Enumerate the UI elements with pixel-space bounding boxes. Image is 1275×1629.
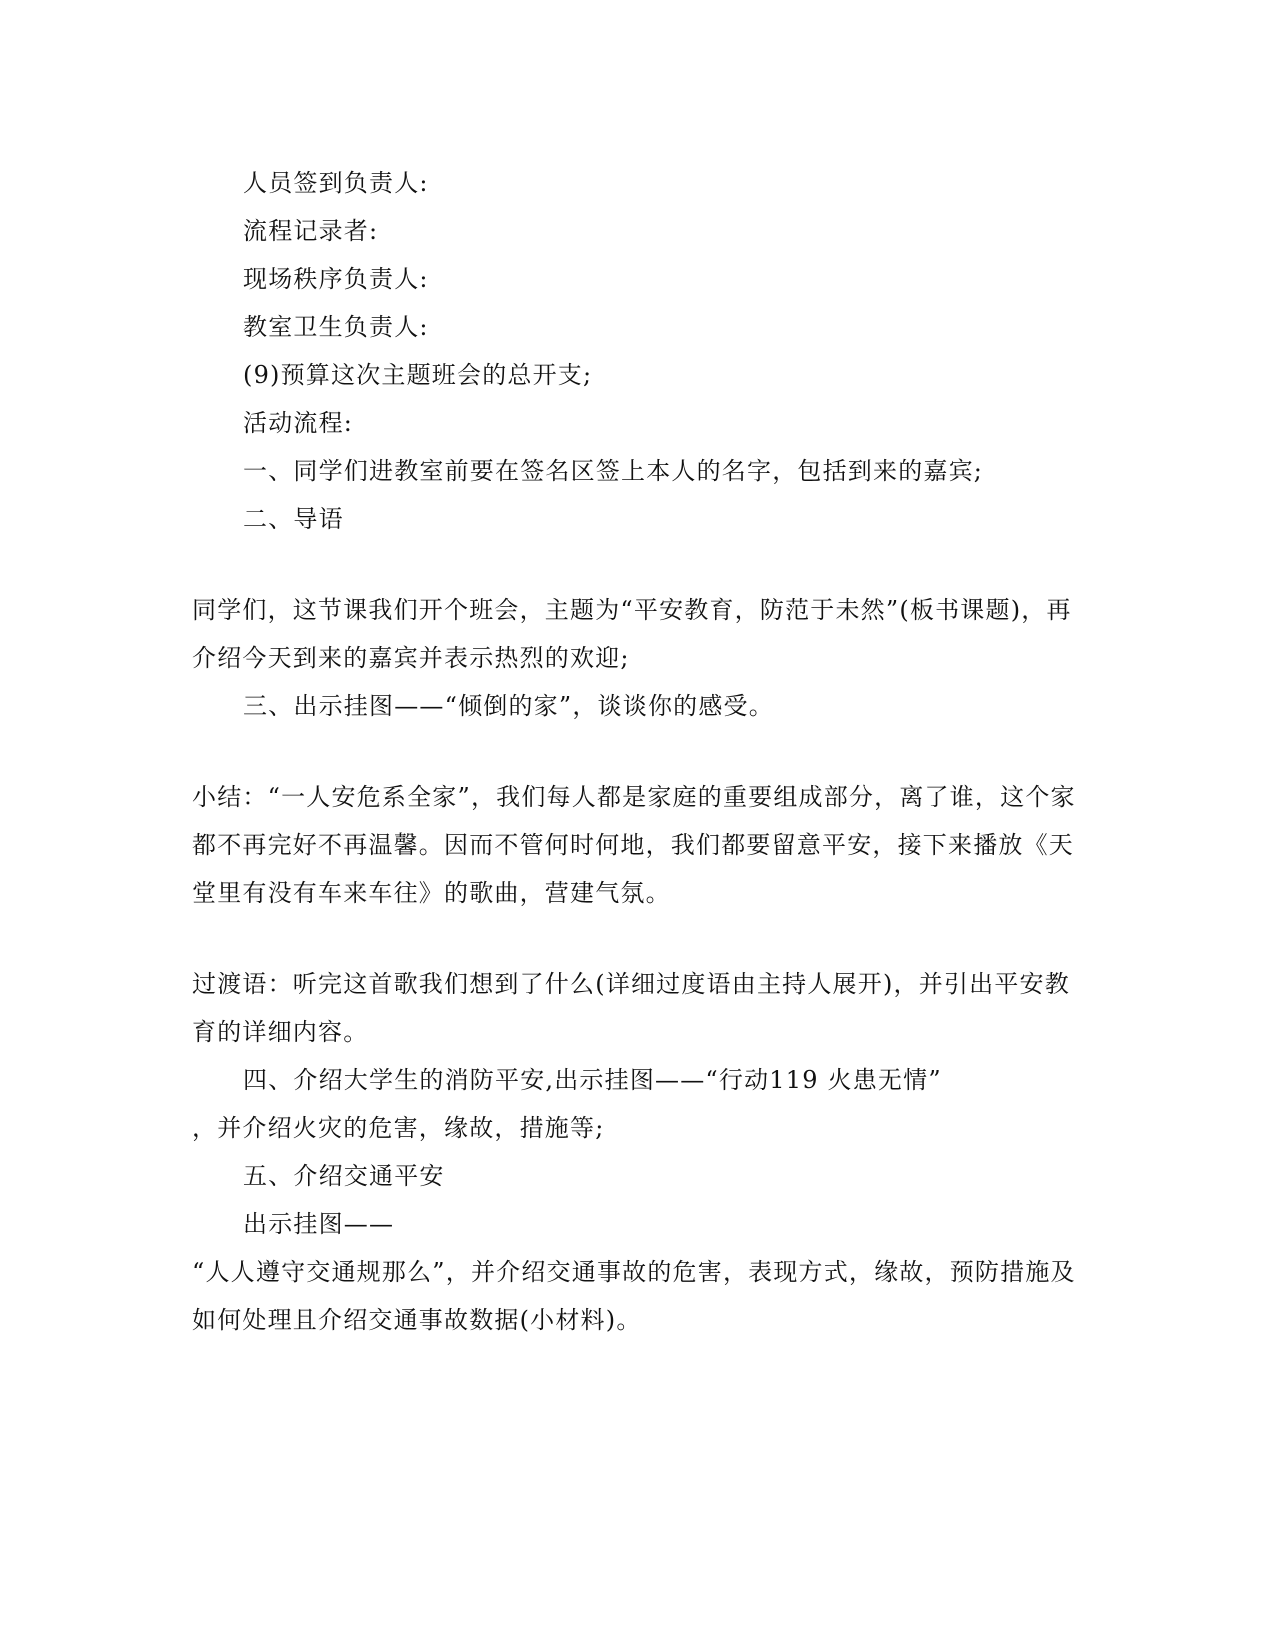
summary-line-3: 堂里有没有车来车往》的歌曲，营建气氛。 bbox=[192, 879, 671, 907]
transition-line-2: 育的详细内容。 bbox=[192, 1018, 369, 1046]
traffic-line-1: “人人遵守交通规那么”，并介绍交通事故的危害，表现方式，缘故，预防措施及 bbox=[192, 1258, 1076, 1286]
traffic-line-2: 如何处理且介绍交通事故数据(小材料)。 bbox=[192, 1306, 642, 1334]
activity-process-heading: 活动流程: bbox=[243, 409, 354, 437]
process-recorder-line: 流程记录者: bbox=[243, 217, 379, 245]
summary-line-2: 都不再完好不再温馨。因而不管何时何地，我们都要留意平安，接下来播放《天 bbox=[192, 831, 1074, 859]
step-two-heading: 二、导语 bbox=[243, 505, 344, 533]
step-five-heading: 五、介绍交通平安 bbox=[243, 1162, 445, 1190]
step-one-line: 一、同学们进教室前要在签名区签上本人的名字，包括到来的嘉宾; bbox=[243, 457, 984, 485]
order-person-line: 现场秩序负责人: bbox=[243, 265, 429, 293]
hygiene-person-line: 教室卫生负责人: bbox=[243, 313, 429, 341]
step-four-continuation: ，并介绍火灾的危害，缘故，措施等; bbox=[192, 1114, 605, 1142]
intro-paragraph-line-2: 介绍今天到来的嘉宾并表示热烈的欢迎; bbox=[192, 644, 630, 672]
transition-line-1: 过渡语：听完这首歌我们想到了什么(详细过度语由主持人展开)，并引出平安教 bbox=[192, 970, 1070, 998]
show-chart-line: 出示挂图—— bbox=[243, 1210, 395, 1238]
intro-paragraph-line-1: 同学们，这节课我们开个班会，主题为“平安教育，防范于未然”(板书课题)，再 bbox=[192, 596, 1072, 624]
summary-line-1: 小结：“一人安危系全家”，我们每人都是家庭的重要组成部分，离了谁，这个家 bbox=[192, 783, 1076, 811]
budget-line: (9)预算这次主题班会的总开支; bbox=[243, 361, 593, 389]
step-three-line: 三、出示挂图——“倾倒的家”，谈谈你的感受。 bbox=[243, 692, 774, 720]
sign-in-person-line: 人员签到负责人: bbox=[243, 169, 429, 197]
step-four-line: 四、介绍大学生的消防平安,出示挂图——“行动119 火患无情” bbox=[243, 1066, 942, 1094]
